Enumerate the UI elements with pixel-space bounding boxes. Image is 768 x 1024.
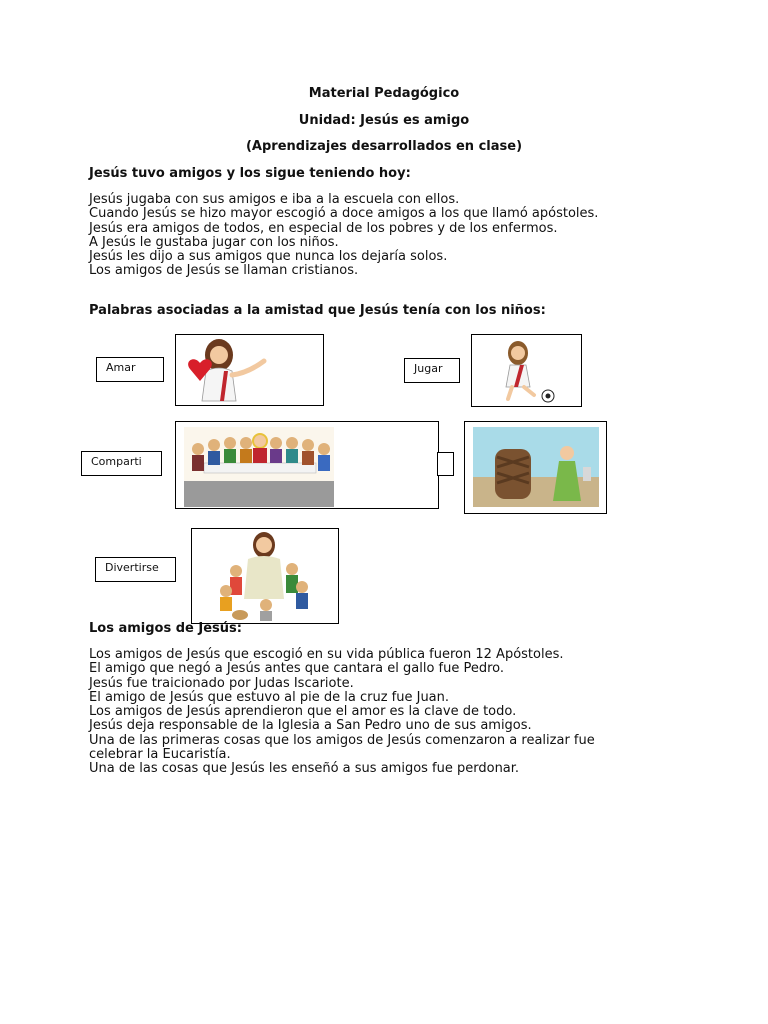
image-box-compartir-2 <box>464 421 607 514</box>
section-heading-words: Palabras asociadas a la amistad que Jesús tenía con los niños: <box>89 303 546 318</box>
last-supper-illustration <box>184 427 334 507</box>
text-line: Una de las cosas que Jesús les enseñó a sus amigos fue perdonar. <box>89 761 520 777</box>
image-box-compartir <box>175 421 439 509</box>
jesus-heart-illustration <box>176 335 323 405</box>
text-line: El amigo de Jesús que estuvo al pie de la cruz fue Juan. <box>89 689 450 705</box>
text-line: celebrar la Eucaristía. <box>89 747 231 763</box>
text-line: El amigo que negó a Jesús antes que cantara el gallo fue Pedro. <box>89 661 505 677</box>
text-line: A Jesús le gustaba jugar con los niños. <box>89 234 339 250</box>
text-line: Una de las primeras cosas que los amigos de Jesús comenzaron a realizar fue <box>89 732 595 748</box>
jesus-children-illustration <box>192 529 338 623</box>
subtitle: (Aprendizajes desarrollados en clase) <box>245 139 523 154</box>
jesus-scene-illustration <box>473 427 599 507</box>
text-line: Jesús deja responsable de la Iglesia a San Pedro uno de sus amigos. <box>89 718 532 734</box>
text-line: Jesús les dijo a sus amigos que nunca los dejaría solos. <box>89 249 448 265</box>
image-box-jugar <box>471 334 582 407</box>
label-compartir: Comparti <box>81 451 162 476</box>
image-box-divertirse <box>191 528 339 624</box>
text-line: Los amigos de Jesús que escogió en su vida pública fueron 12 Apóstoles. <box>89 647 564 662</box>
jesus-soccer-illustration <box>472 335 581 406</box>
unit-title: Unidad: Jesús es amigo <box>298 113 470 128</box>
text-line: Cuando Jesús se hizo mayor escogió a doce amigos a los que llamó apóstoles. <box>89 206 599 222</box>
small-empty-box <box>437 452 454 476</box>
text-line: Jesús fue traicionado por Judas Iscariote. <box>89 675 354 691</box>
label-amar: Amar <box>96 357 164 382</box>
label-jugar: Jugar <box>404 358 460 383</box>
section-heading-friends: Jesús tuvo amigos y los sigue teniendo hoy: <box>89 166 411 181</box>
section-paragraph-friends <box>89 193 598 279</box>
text-line: Los amigos de Jesús se llaman cristianos. <box>89 263 359 279</box>
image-box-amar <box>175 334 324 406</box>
text-line: Jesús jugaba con sus amigos e iba a la escuela con ellos. <box>89 192 460 207</box>
document-title: Material Pedagógico <box>308 86 460 101</box>
label-divertirse: Divertirse <box>95 557 176 582</box>
text-line: Los amigos de Jesús aprendieron que el amor es la clave de todo. <box>89 704 517 720</box>
section-paragraph-apostles <box>89 648 595 777</box>
text-line: Jesús era amigos de todos, en especial de los pobres y de los enfermos. <box>89 220 558 236</box>
section-heading-apostles: Los amigos de Jesús: <box>89 621 242 636</box>
